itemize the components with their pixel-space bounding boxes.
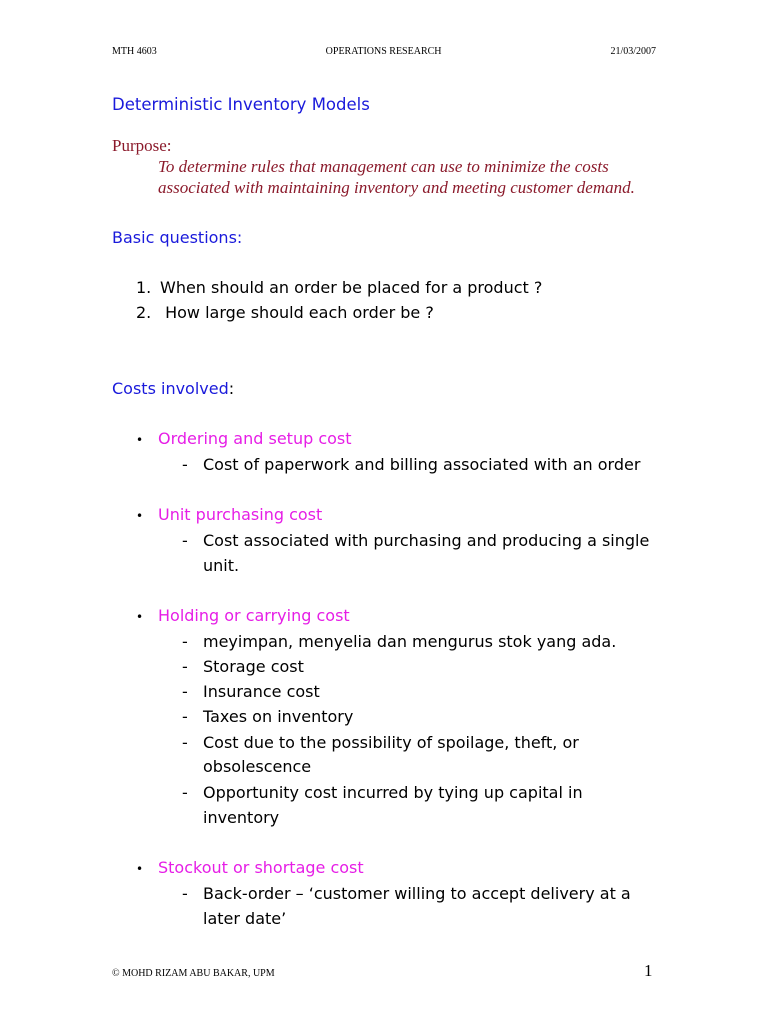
question-2: 2. How large should each order be ? <box>136 303 434 322</box>
purpose-line-1: To determine rules that management can use to minimize the costs <box>158 157 609 176</box>
holding-item-6-cont: inventory <box>203 808 280 827</box>
ordering-item-1: - Cost of paperwork and billing associated with an order <box>182 455 641 474</box>
holding-item-5: - Cost due to the possibility of spoilage, theft, or <box>182 733 579 752</box>
holding-item-6: - Opportunity cost incurred by tying up capital in <box>182 783 583 802</box>
question-1: 1. When should an order be placed for a product ? <box>136 278 543 297</box>
holding-item-5-cont: obsolescence <box>203 757 312 776</box>
bullet-stockout-cost: • Stockout or shortage cost <box>136 858 364 877</box>
page-title: Deterministic Inventory Models <box>112 95 370 114</box>
stockout-item-1-cont: later date’ <box>203 909 287 928</box>
bullet-unit-cost: • Unit purchasing cost <box>136 505 323 524</box>
stockout-item-1: - Back-order – ‘customer willing to accept delivery at a <box>182 884 631 903</box>
purpose-label: Purpose: <box>112 136 172 155</box>
holding-item-3: - Insurance cost <box>182 682 320 701</box>
holding-item-2: - Storage cost <box>182 657 304 676</box>
footer-copyright: © MOHD RIZAM ABU BAKAR, UPM <box>112 968 275 979</box>
course-code: MTH 4603 <box>112 46 157 57</box>
page-number: 1 <box>644 961 653 980</box>
unit-item-1: - Cost associated with purchasing and producing a single <box>182 531 650 550</box>
bullet-icon: • <box>136 433 144 447</box>
holding-item-4: - Taxes on inventory <box>182 707 354 726</box>
course-subject: OPERATIONS RESEARCH <box>325 46 442 57</box>
purpose-line-2: associated with maintaining inventory and meeting customer demand. <box>158 178 635 197</box>
costs-involved-heading: Costs involved: <box>112 379 235 398</box>
bullet-icon: • <box>136 509 144 523</box>
bullet-icon: • <box>136 610 144 624</box>
bullet-ordering-cost: • Ordering and setup cost <box>136 429 352 448</box>
holding-item-1: - meyimpan, menyelia dan mengurus stok yang ada. <box>182 632 617 651</box>
unit-item-1-cont: unit. <box>203 556 240 575</box>
purpose-text <box>158 156 678 198</box>
bullet-holding-cost: • Holding or carrying cost <box>136 606 350 625</box>
page-header <box>112 46 656 57</box>
bullet-icon: • <box>136 862 144 876</box>
header-date: 21/03/2007 <box>610 46 656 57</box>
basic-questions-heading: Basic questions: <box>112 228 243 247</box>
